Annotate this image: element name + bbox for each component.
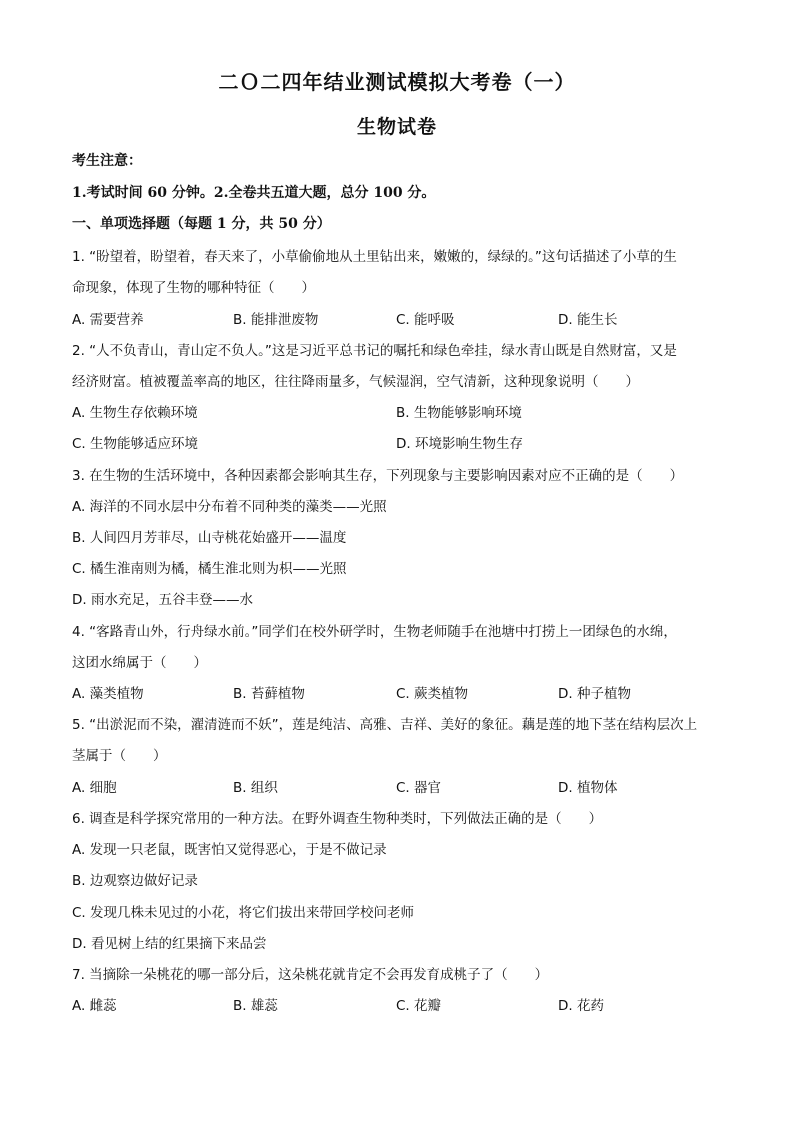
- question-3-option-d[interactable]: D. 雨水充足，五谷丰登——水: [72, 592, 253, 608]
- question-5-option-a[interactable]: A. 细胞: [72, 780, 117, 796]
- question-6-option-c[interactable]: C. 发现几株未见过的小花，将它们拔出来带回学校问老师: [72, 905, 415, 921]
- question-5-option-b[interactable]: B. 组织: [233, 780, 278, 796]
- question-3-option-c[interactable]: C. 橘生淮南则为橘，橘生淮北则为枳——光照: [72, 561, 347, 577]
- question-4-stem-line-1: 4. “客路青山外，行舟绿水前。”同学们在校外研学时，生物老师随手在池塘中打捞上一团绿色的水绵，: [72, 624, 677, 640]
- notes-heading: 考生注意：: [72, 153, 142, 169]
- question-7-option-a[interactable]: A. 雌蕊: [72, 998, 117, 1014]
- question-4-stem-line-2: 这团水绵属于（ ）: [72, 655, 207, 671]
- question-2-option-b[interactable]: B. 生物能够影响环境: [396, 405, 522, 421]
- question-1-stem-line-1: 1. “盼望着，盼望着，春天来了，小草偷偷地从土里钻出来，嫩嫩的，绿绿的。”这句话描述了小草的生: [72, 249, 677, 265]
- question-6-option-d[interactable]: D. 看见树上结的红果摘下来品尝: [72, 936, 267, 952]
- question-1-stem-line-2: 命现象，体现了生物的哪种特征（ ）: [72, 280, 315, 296]
- question-5-option-c[interactable]: C. 器官: [396, 780, 442, 796]
- question-7-option-c[interactable]: C. 花瓣: [396, 998, 442, 1014]
- question-6-option-a[interactable]: A. 发现一只老鼠，既害怕又觉得恶心，于是不做记录: [72, 842, 387, 858]
- question-6-option-b[interactable]: B. 边观察边做好记录: [72, 873, 198, 889]
- question-5-option-d[interactable]: D. 植物体: [558, 780, 618, 796]
- question-4-option-d[interactable]: D. 种子植物: [558, 686, 631, 702]
- exam-subtitle: 生物试卷: [356, 116, 437, 138]
- question-6-stem-line-1: 6. 调查是科学探究常用的一种方法。在野外调查生物种类时，下列做法正确的是（ ）: [72, 811, 603, 827]
- question-3-stem-line-1: 3. 在生物的生活环境中，各种因素都会影响其生存，下列现象与主要影响因素对应不正确的是（ ）: [72, 468, 684, 484]
- question-2-option-c[interactable]: C. 生物能够适应环境: [72, 436, 199, 452]
- question-1-option-b[interactable]: B. 能排泄废物: [233, 312, 319, 328]
- question-2-option-d[interactable]: D. 环境影响生物生存: [396, 436, 523, 452]
- question-2-option-a[interactable]: A. 生物生存依赖环境: [72, 405, 198, 421]
- section-heading: 一、单项选择题（每题 1 分，共 50 分）: [72, 216, 331, 232]
- question-1-option-a[interactable]: A. 需要营养: [72, 312, 144, 328]
- question-7-option-b[interactable]: B. 雄蕊: [233, 998, 278, 1014]
- question-5-stem-line-1: 5. “出淤泥而不染，濯清涟而不妖”，莲是纯洁、高雅、吉祥、美好的象征。藕是莲的地下茎在结构层次上: [72, 717, 698, 733]
- notes-rules: 1.考试时间 60 分钟。2.全卷共五道大题，总分 100 分。: [72, 185, 436, 201]
- question-4-option-a[interactable]: A. 藻类植物: [72, 686, 144, 702]
- question-4-option-c[interactable]: C. 蕨类植物: [396, 686, 469, 702]
- question-1-option-d[interactable]: D. 能生长: [558, 312, 618, 328]
- question-4-option-b[interactable]: B. 苔藓植物: [233, 686, 305, 702]
- question-3-option-a[interactable]: A. 海洋的不同水层中分布着不同种类的藻类——光照: [72, 499, 387, 515]
- question-5-stem-line-2: 茎属于（ ）: [72, 748, 167, 764]
- question-1-option-c[interactable]: C. 能呼吸: [396, 312, 455, 328]
- question-3-option-b[interactable]: B. 人间四月芳菲尽，山寺桃花始盛开——温度: [72, 530, 347, 546]
- exam-title: 二Ｏ二四年结业测试模拟大考卷（一）: [218, 70, 576, 94]
- question-7-stem-line-1: 7. 当摘除一朵桃花的哪一部分后，这朵桃花就肯定不会再发育成桃子了（ ）: [72, 967, 549, 983]
- question-7-option-d[interactable]: D. 花药: [558, 998, 604, 1014]
- question-2-stem-line-2: 经济财富。植被覆盖率高的地区，往往降雨量多，气候湿润，空气清新，这种现象说明（ ）: [72, 374, 639, 390]
- question-2-stem-line-1: 2. “人不负青山，青山定不负人。”这是习近平总书记的嘱托和绿色牵挂，绿水青山既是自然财富，又是: [72, 343, 677, 359]
